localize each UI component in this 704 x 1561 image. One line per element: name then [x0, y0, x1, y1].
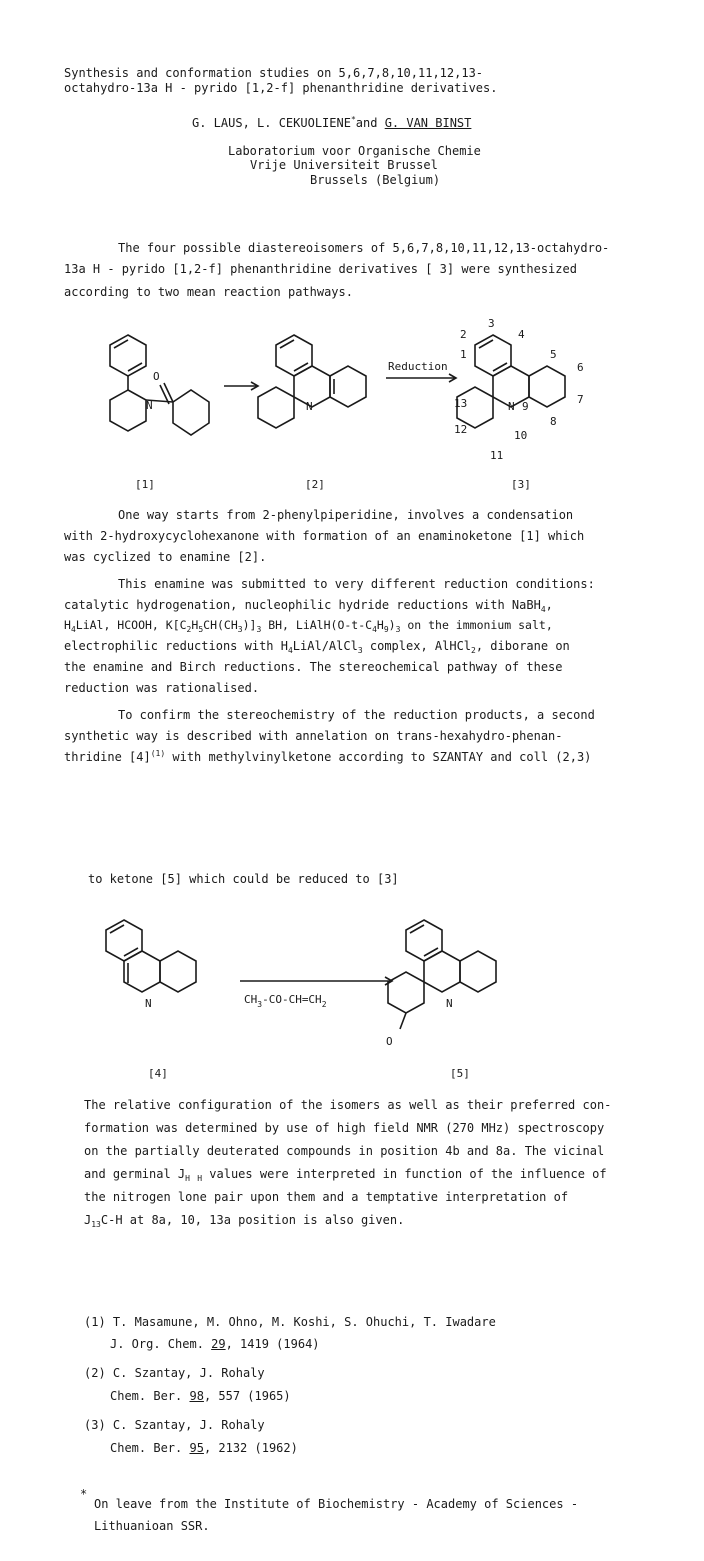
- annelation-arrow: [240, 977, 392, 985]
- ref-1-line-2: [110, 1334, 320, 1354]
- affiliation-line-1: Laboratorium voor Organische Chemie: [228, 144, 481, 158]
- atom-o-1: O: [153, 370, 160, 383]
- f16: 3: [395, 625, 401, 634]
- f4: 2: [186, 625, 192, 634]
- ref-2-authors: C. Szantay, J. Rohaly: [112, 1366, 265, 1380]
- reduction-arrow: [386, 374, 456, 382]
- position-7: 7: [577, 393, 584, 406]
- ref-2-volume: 98: [189, 1389, 204, 1403]
- position-2: 2: [460, 328, 467, 341]
- ref-3-rest: , 2132 (1962): [203, 1441, 298, 1455]
- position-13: 13: [454, 397, 468, 410]
- f15: ): [388, 618, 396, 632]
- para3-line-3-end: with methylvinylketone according to SZANTAY and coll (2,3): [165, 750, 592, 764]
- position-9: 9: [522, 400, 529, 413]
- atom-n-3: N: [508, 400, 515, 413]
- para2-line-1: This enamine was submitted to very different reduction conditions:: [118, 577, 595, 591]
- reduction-label: Reduction: [388, 360, 448, 373]
- para5-line-1: The relative configuration of the isomers as well as their preferred con-: [84, 1098, 612, 1112]
- para2-line-5: the enamine and Birch reductions. The stereochemical pathway of these: [64, 660, 563, 674]
- position-11: 11: [490, 449, 504, 462]
- para5-line-4: [84, 1164, 607, 1184]
- compound-1-structure: [110, 335, 209, 435]
- para2-line-4: [64, 636, 570, 656]
- atom-n-1: N: [146, 399, 153, 412]
- footnote-mark: *: [80, 1487, 88, 1501]
- para2-line-3: [64, 615, 553, 635]
- ref-3-num: (3): [84, 1418, 106, 1432]
- scheme-2: [0, 905, 704, 1080]
- reagent-part-1: CH: [244, 993, 258, 1006]
- para5-line-6-sub: 13: [91, 1220, 101, 1229]
- ref-3-line-1: [84, 1415, 265, 1435]
- f14: 9: [383, 625, 389, 634]
- ref-2-line-1: [84, 1363, 265, 1383]
- para5-line-6: [84, 1210, 404, 1230]
- para5-line-6-end: C-H at 8a, 10, 13a position is also given.: [100, 1213, 405, 1227]
- position-1: 1: [460, 348, 467, 361]
- position-4: 4: [518, 328, 525, 341]
- para5-line-5: the nitrogen lone pair upon them and a temptative interpretation of: [84, 1190, 569, 1204]
- para4: to ketone [5] which could be reduced to [3]: [88, 872, 399, 886]
- label-compound-4: [4]: [148, 1067, 168, 1080]
- scheme-1: [0, 310, 704, 510]
- compound-3-structure: [457, 335, 565, 428]
- para3-line-3-text: thridine [4]: [64, 750, 151, 764]
- author-and: and: [355, 116, 385, 130]
- g3: LiAl/AlCl: [292, 639, 358, 653]
- para1-line-1: One way starts from 2-phenylpiperidine, involves a condensation: [118, 508, 574, 522]
- para3-line-3-sup: (1): [150, 749, 166, 758]
- para3-line-1: To confirm the stereochemistry of the reduction products, a second: [118, 708, 595, 722]
- label-compound-2: [2]: [305, 478, 325, 491]
- position-6: 6: [577, 361, 584, 374]
- label-compound-1: [1]: [135, 478, 155, 491]
- reagent-part-2: -CO-CH=CH: [262, 993, 322, 1006]
- f11: BH, LiAlH(O-t-C: [261, 618, 373, 632]
- footnote-line-2: Lithuanioan SSR.: [94, 1519, 210, 1533]
- f8: 3: [237, 625, 243, 634]
- position-3: 3: [488, 317, 495, 330]
- intro-line-1: The four possible diastereoisomers of 5,6,7,8,10,11,12,13-octahydro-: [118, 241, 610, 255]
- g1: electrophilic reductions with H: [64, 639, 288, 653]
- authors: [192, 113, 471, 133]
- ref-3-line-2: [110, 1438, 298, 1458]
- ref-1-journal: J. Org. Chem.: [110, 1337, 212, 1351]
- affiliation-line-2: Vrije Universiteit Brussel: [250, 158, 438, 172]
- f10: 3: [256, 625, 262, 634]
- intro-line-3: according to two mean reaction pathways.: [64, 285, 353, 299]
- g6: 2: [471, 646, 476, 655]
- para3-line-2: synthetic way is described with annelation on trans-hexahydro-phenan-: [64, 729, 563, 743]
- author-star: *: [350, 115, 356, 124]
- f1: H: [64, 618, 71, 632]
- atom-n-5: N: [446, 997, 453, 1010]
- affiliation-line-3: Brussels (Belgium): [310, 173, 441, 187]
- compound-2-structure: [258, 335, 366, 428]
- ref-1-rest: , 1419 (1964): [225, 1337, 320, 1351]
- f5: H: [191, 618, 199, 632]
- title-line-2: octahydro-13a H - pyrido [1,2-f] phenanthridine derivatives.: [64, 81, 498, 95]
- reagent-sub-1: 3: [257, 1000, 263, 1009]
- para5-line-4-sub1: H: [185, 1174, 190, 1183]
- compound-4-structure: [106, 920, 196, 992]
- para5-line-4-end: values were interpreted in function of the influence of: [202, 1167, 607, 1181]
- author-van-binst: G. VAN BINST: [384, 116, 472, 130]
- ref-1-authors: T. Masamune, M. Ohno, M. Koshi, S. Ohuchi, T. Iwadare: [112, 1315, 496, 1329]
- ref-2-journal: Chem. Ber.: [110, 1389, 190, 1403]
- f6: 5: [198, 625, 204, 634]
- para1-line-2: with 2-hydroxycyclohexanone with formation of an enaminoketone [1] which: [64, 529, 585, 543]
- atom-o-5: O: [386, 1035, 393, 1048]
- ref-2-line-2: [110, 1386, 291, 1406]
- position-8: 8: [550, 415, 557, 428]
- para5-line-4-text: and germinal J: [84, 1167, 186, 1181]
- f17: on the immonium salt,: [400, 618, 553, 632]
- para5-line-6-text: J: [84, 1213, 92, 1227]
- f12: 4: [372, 625, 377, 634]
- position-5: 5: [550, 348, 557, 361]
- arrow-1: [224, 382, 258, 390]
- g7: , diborane on: [475, 639, 570, 653]
- para2-line-2-sub: 4: [540, 605, 546, 614]
- ref-3-authors: C. Szantay, J. Rohaly: [112, 1418, 265, 1432]
- position-12: 12: [454, 423, 468, 436]
- ref-3-journal: Chem. Ber.: [110, 1441, 190, 1455]
- f3: LiAl, HCOOH, K[C: [75, 618, 187, 632]
- position-10: 10: [514, 429, 528, 442]
- para1-line-3: was cyclized to enamine [2].: [64, 550, 267, 564]
- para5-line-4-sub2: H: [197, 1174, 203, 1183]
- reagent-sub-2: 2: [321, 1000, 327, 1009]
- reagent: [244, 993, 327, 1009]
- f9: )]: [242, 618, 257, 632]
- g2: 4: [287, 646, 293, 655]
- label-compound-5: [5]: [450, 1067, 470, 1080]
- f2: 4: [70, 625, 76, 634]
- author-names: G. LAUS, L. CEKUOLIENE: [192, 116, 351, 130]
- g5: complex, AlHCl: [362, 639, 472, 653]
- title-line-1: Synthesis and conformation studies on 5,6,7,8,10,11,12,13-: [64, 66, 484, 80]
- para5-line-3: on the partially deuterated compounds in position 4b and 8a. The vicinal: [84, 1144, 605, 1158]
- intro-line-2: 13a H - pyrido [1,2-f] phenanthridine derivatives [ 3] were synthesized: [64, 262, 577, 276]
- label-compound-3: [3]: [511, 478, 531, 491]
- atom-n-2: N: [306, 400, 313, 413]
- ref-2-num: (2): [84, 1366, 106, 1380]
- para5-line-2: formation was determined by use of high field NMR (270 MHz) spectroscopy: [84, 1121, 605, 1135]
- para3-line-3: [64, 747, 591, 767]
- f7: CH(CH: [203, 618, 238, 632]
- footnote-line-1: On leave from the Institute of Biochemistry - Academy of Sciences -: [94, 1497, 579, 1511]
- atom-n-4: N: [145, 997, 152, 1010]
- ref-2-rest: , 557 (1965): [203, 1389, 291, 1403]
- para2-line-2: [64, 595, 553, 615]
- para2-line-2-end: ,: [545, 598, 553, 612]
- para2-line-2-text: catalytic hydrogenation, nucleophilic hydride reductions with NaBH: [64, 598, 541, 612]
- ref-1-volume: 29: [211, 1337, 226, 1351]
- g4: 3: [357, 646, 363, 655]
- ref-1-num: (1): [84, 1315, 106, 1329]
- ref-1-line-1: [84, 1312, 496, 1332]
- compound-5-structure: [388, 920, 496, 1029]
- f13: H: [376, 618, 384, 632]
- ref-3-volume: 95: [189, 1441, 204, 1455]
- para2-line-6: reduction was rationalised.: [64, 681, 260, 695]
